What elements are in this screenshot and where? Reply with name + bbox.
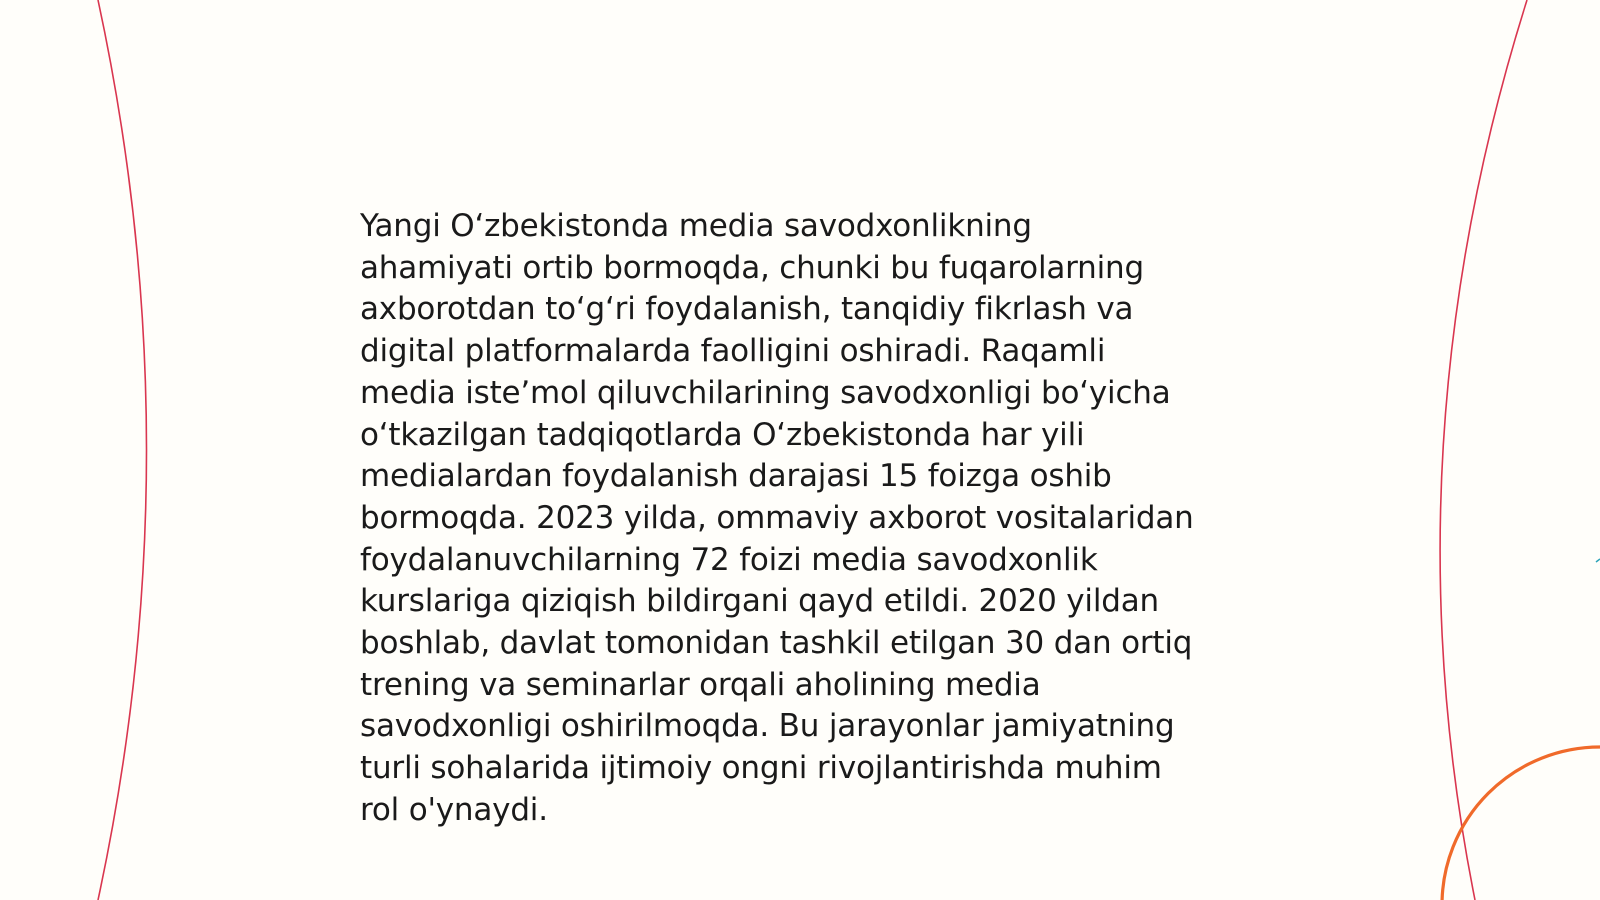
teal-accent-mark — [1596, 559, 1600, 562]
left-curve — [98, 0, 147, 900]
body-paragraph: Yangi O‘zbekistonda media savodxonlikning ahamiyati ortib bormoqda, chunki bu fuqarolarning axborotdan to‘g‘ri foydalanish, tanqidiy fikrlash va digital platformalarda faolligini oshiradi. Raqamli media iste’mol qiluvchilarining savodxonligi bo‘yicha o‘tkazilgan tadqiqotlarda O‘zbekistonda har yili medialardan foydalanish darajasi 15 foizga oshib bormoqda. 2023 yilda, ommaviy axborot vositalaridan foydalanuvchilarning 72 foizi media savodxonlik kurslariga qiziqish bildirgani qayd etildi. 2020 yildan boshlab, davlat tomonidan tashkil etilgan 30 dan ortiq trening va seminarlar orqali aholining media savodxonligi oshirilmoqda. Bu jarayonlar jamiyatning turli sohalarida ijtimoiy ongni rivojlantirishda muhim rol o'ynaydi. — [360, 208, 1194, 828]
orange-arc — [1442, 747, 1600, 900]
right-curve — [1440, 0, 1527, 900]
